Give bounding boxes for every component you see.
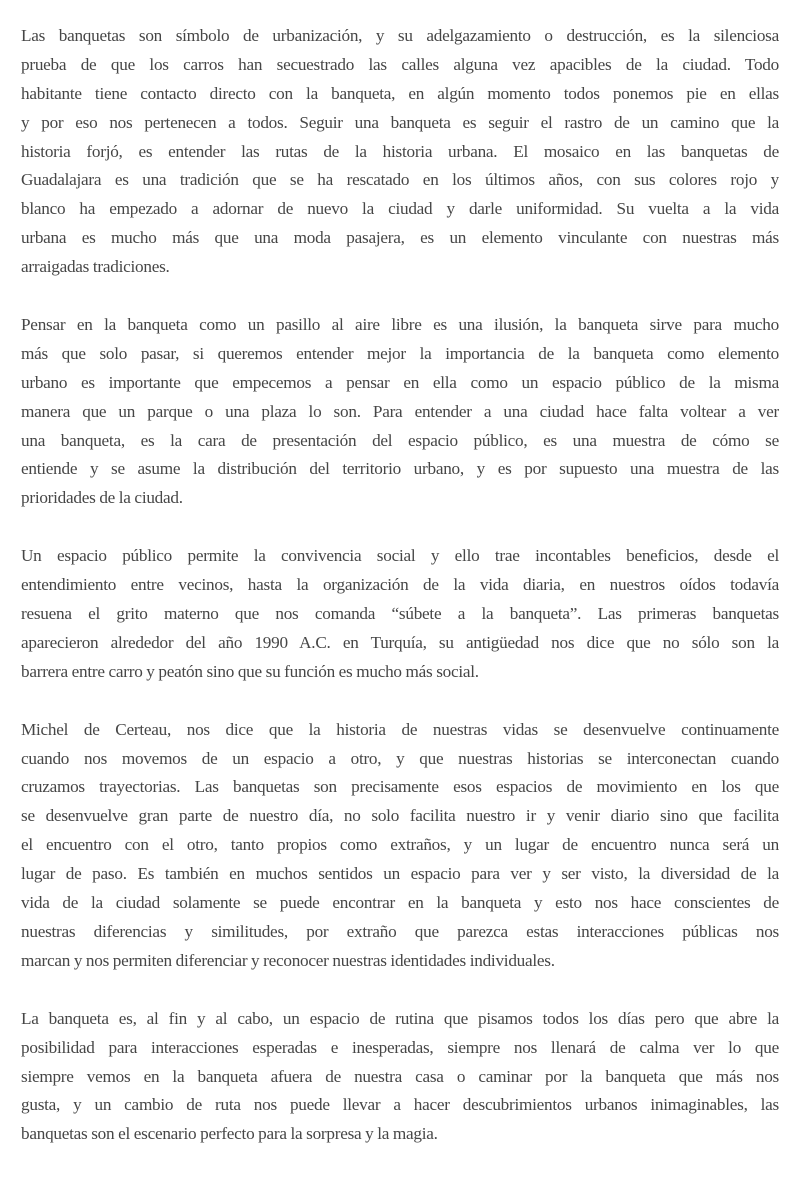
text-line: se desenvuelve gran parte de nuestro día, no solo facilita nuestro ir y venir diario sino que facilita: [21, 806, 779, 826]
text-line: arraigadas tradiciones.: [21, 257, 170, 277]
text-line: La banqueta es, al fin y al cabo, un espacio de rutina que pisamos todos los días pero que abre la: [21, 1008, 779, 1028]
text-line: manera que un parque o una plaza lo son. Para entender a una ciudad hace falta voltear a ver: [21, 401, 779, 421]
text-line: el encuentro con el otro, tanto propios como extraños, y un lugar de encuentro nunca será un: [21, 835, 779, 855]
text-line: más que solo pasar, si queremos entender mejor la importancia de la banqueta como elemento: [21, 343, 779, 363]
text-line: vida de la ciudad solamente se puede encontrar en la banqueta y esto nos hace conscientes de: [21, 893, 779, 913]
text-line: barrera entre carro y peatón sino que su función es mucho más social.: [21, 661, 479, 681]
text-line: prueba de que los carros han secuestrado las calles alguna vez apacibles de la ciudad. Todo: [21, 54, 779, 74]
text-line: urbano es importante que empecemos a pensar en ella como un espacio público de la misma: [21, 372, 779, 392]
text-line: lugar de paso. Es también en muchos sentidos un espacio para ver y ser visto, la diversidad de la: [21, 864, 779, 884]
text-line: blanco ha empezado a adornar de nuevo la ciudad y darle uniformidad. Su vuelta a la vida: [21, 199, 779, 219]
text-line: cuando nos movemos de un espacio a otro, y que nuestras historias se interconectan cuando: [21, 748, 779, 768]
text-line: resuena el grito materno que nos comanda “súbete a la banqueta”. Las primeras banquetas: [21, 604, 779, 624]
text-line: Guadalajara es una tradición que se ha rescatado en los últimos años, con sus colores rojo y: [21, 170, 779, 190]
text-line: marcan y nos permiten diferenciar y reconocer nuestras identidades individuales.: [21, 950, 555, 970]
text-line: una banqueta, es la cara de presentación del espacio público, es una muestra de cómo se: [21, 430, 779, 450]
text-line: posibilidad para interacciones esperadas e inesperadas, siempre nos llenará de calma ver lo que: [21, 1037, 779, 1057]
paragraph-4: [21, 716, 779, 976]
text-line: y por eso nos pertenecen a todos. Seguir una banqueta es seguir el rastro de un camino que la: [21, 112, 779, 132]
text-line: aparecieron alrededor del año 1990 A.C. en Turquía, su antigüedad nos dice que no sólo son la: [21, 632, 779, 652]
paragraph-2: [21, 311, 779, 513]
text-line: nuestras diferencias y similitudes, por extraño que parezca estas interacciones públicas nos: [21, 921, 779, 941]
text-line: urbana es mucho más que una moda pasajera, es un elemento vinculante con nuestras más: [21, 228, 779, 248]
paragraph-3: [21, 542, 779, 686]
text-line: cruzamos trayectorias. Las banquetas son precisamente esos espacios de movimiento en los que: [21, 777, 779, 797]
text-line: entendimiento entre vecinos, hasta la organización de la vida diaria, en nuestros oídos todavía: [21, 575, 779, 595]
text-line: Las banquetas son símbolo de urbanización, y su adelgazamiento o destrucción, es la silenciosa: [21, 26, 779, 45]
text-line: Pensar en la banqueta como un pasillo al aire libre es una ilusión, la banqueta sirve para mucho: [21, 315, 779, 335]
text-line: habitante tiene contacto directo con la banqueta, en algún momento todos ponemos pie en ellas: [21, 83, 779, 103]
paragraph-5: [21, 1005, 779, 1149]
text-line: siempre vemos en la banqueta afuera de nuestra casa o caminar por la banqueta que más nos: [21, 1066, 779, 1086]
text-line: historia forjó, es entender las rutas de la historia urbana. El mosaico en las banquetas de: [21, 141, 779, 161]
text-line: Un espacio público permite la convivencia social y ello trae incontables beneficios, desde el: [21, 546, 779, 566]
text-line: Michel de Certeau, nos dice que la historia de nuestras vidas se desenvuelve continuamente: [21, 719, 779, 739]
text-line: entiende y se asume la distribución del territorio urbano, y es por supuesto una muestra de las: [21, 459, 779, 479]
text-line: gusta, y un cambio de ruta nos puede llevar a hacer descubrimientos urbanos inimaginables, las: [21, 1095, 779, 1115]
paragraph-1: [21, 22, 779, 282]
text-line: prioridades de la ciudad.: [21, 488, 183, 508]
text-line: banquetas son el escenario perfecto para la sorpresa y la magia.: [21, 1124, 438, 1144]
